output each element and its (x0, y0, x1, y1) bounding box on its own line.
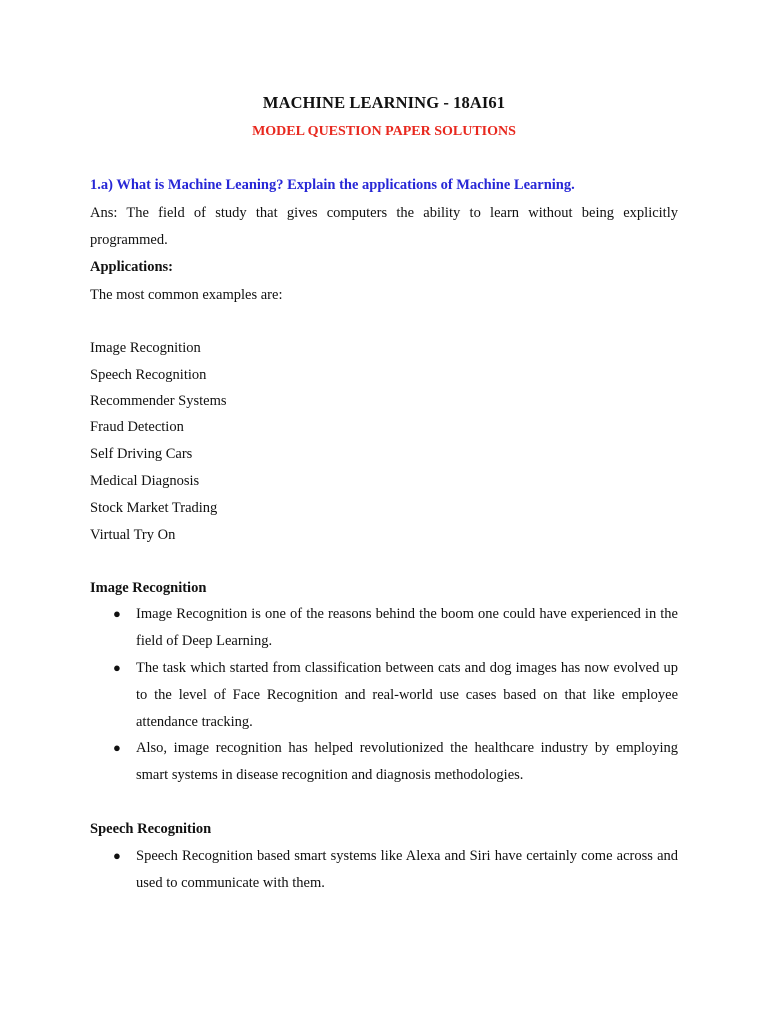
bullet-text: Image Recognition is one of the reasons behind the boom one could have experienced in the field of Deep Learning. (136, 606, 678, 649)
list-item: Stock Market Trading (90, 500, 218, 516)
answer-text: Ans: The field of study that gives computers the ability to learn without being explicitly programmed. (90, 205, 678, 248)
bullet-text: Speech Recognition based smart systems like Alexa and Siri have certainly come across and used to communicate with them. (136, 848, 678, 891)
list-item: Virtual Try On (90, 527, 176, 543)
bullet-icon: ● (113, 660, 121, 675)
document-title: MACHINE LEARNING - 18AI61 (262, 93, 506, 112)
image-recognition-heading: Image Recognition (90, 580, 207, 596)
list-item: Medical Diagnosis (90, 473, 200, 489)
applications-heading: Applications: (90, 259, 173, 275)
speech-recognition-heading: Speech Recognition (90, 821, 212, 837)
list-item: Image Recognition (90, 340, 201, 356)
list-item: Fraud Detection (90, 419, 184, 435)
document-subtitle: MODEL QUESTION PAPER SOLUTIONS (252, 124, 516, 139)
list-item: Self Driving Cars (90, 446, 193, 462)
bullet-icon: ● (113, 606, 121, 621)
question-1a: 1.a) What is Machine Leaning? Explain the applications of Machine Learning. (90, 177, 575, 193)
bullet-icon: ● (113, 740, 121, 755)
bullet-text: Also, image recognition has helped revolutionized the healthcare industry by employing smart systems in disease recognition and diagnosis methodologies. (136, 740, 678, 783)
list-item: Recommender Systems (90, 393, 227, 409)
list-item: Speech Recognition (90, 367, 207, 383)
examples-intro: The most common examples are: (90, 287, 283, 303)
bullet-text: The task which started from classification between cats and dog images has now evolved up to the level of Face Recognition and real-world use cases based on that like employee attendance tracking. (136, 660, 678, 730)
bullet-icon: ● (113, 848, 121, 863)
